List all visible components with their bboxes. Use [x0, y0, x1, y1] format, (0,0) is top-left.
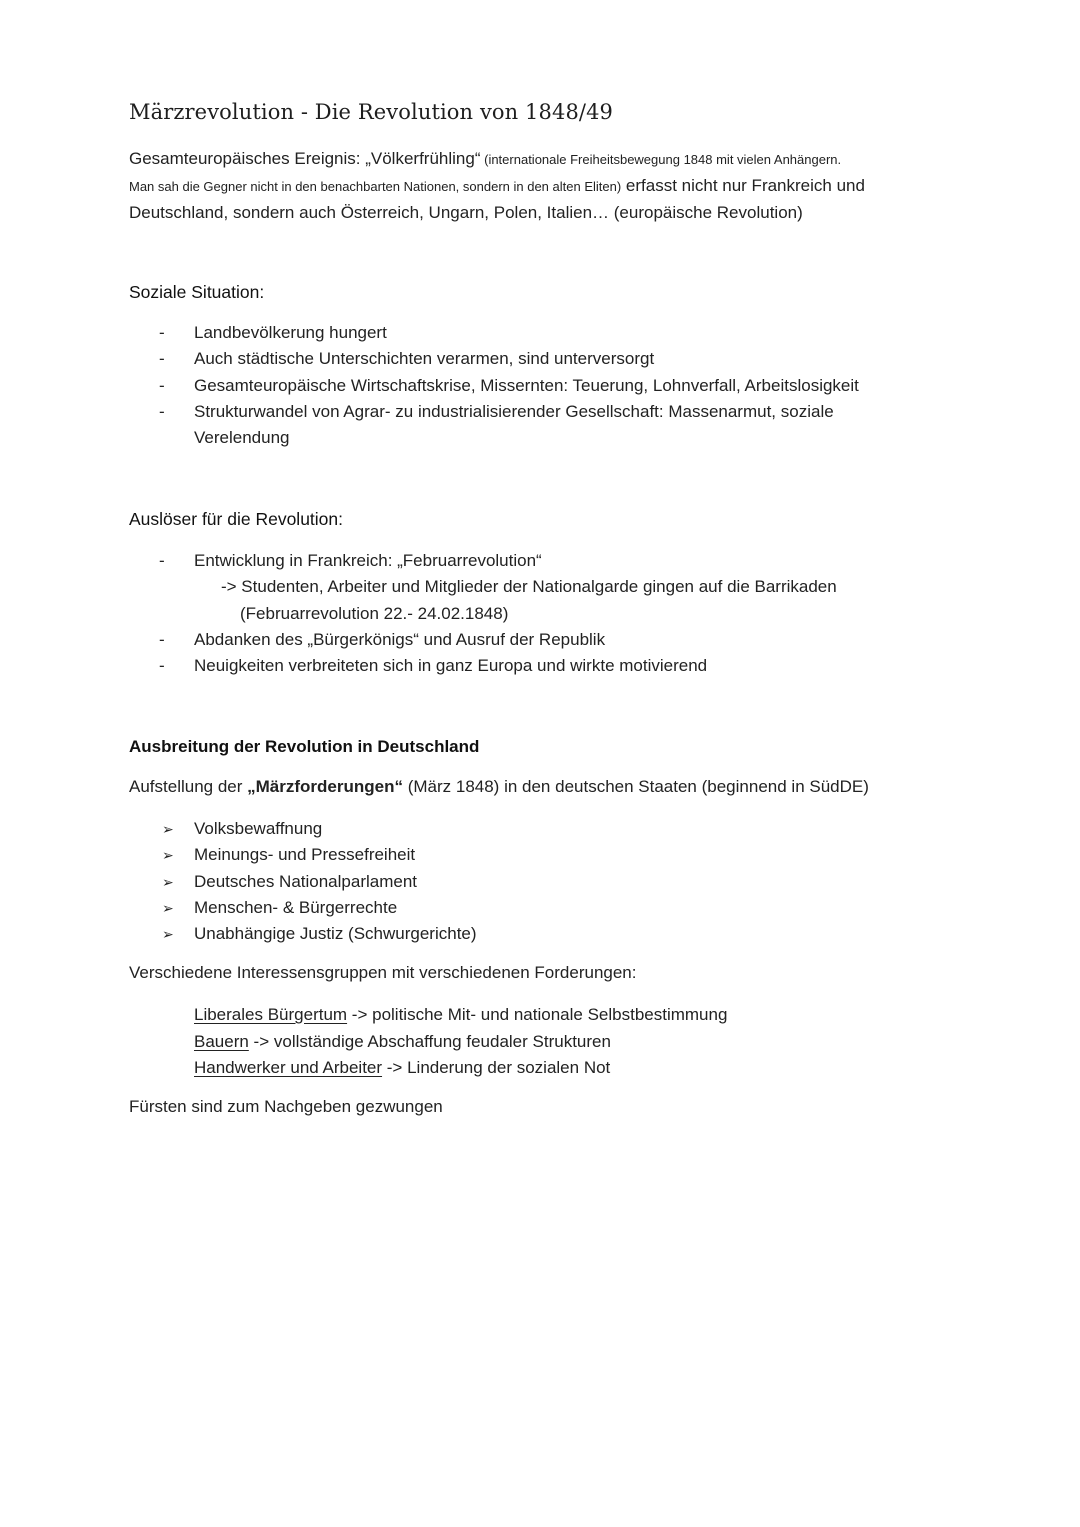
group-name: Liberales Bürgertum	[194, 1005, 348, 1024]
document-title: Märzrevolution - Die Revolution von 1848/49	[129, 100, 613, 124]
paragraph-text: Aufstellung der	[129, 777, 248, 796]
section-heading-soziale: Soziale Situation:	[129, 282, 265, 302]
group-demand: -> Linderung der sozialen Not	[382, 1058, 611, 1077]
arrow-bullet-icon: ➢	[162, 873, 174, 890]
group-name: Handwerker und Arbeiter	[194, 1058, 383, 1077]
list-item	[129, 627, 914, 653]
list-item-continuation: Verelendung	[194, 428, 290, 448]
list-item	[129, 399, 914, 452]
intro-note-1: (internationale Freiheitsbewegung 1848 mit vielen Anhängern.	[480, 152, 842, 167]
list-item	[129, 921, 914, 947]
dash-marker: -	[159, 401, 165, 421]
arrow-bullet-icon: ➢	[162, 899, 174, 916]
dash-marker: -	[159, 551, 165, 570]
demands-list	[129, 816, 914, 947]
conclusion-text: Fürsten sind zum Nachgeben gezwungen	[129, 1097, 443, 1116]
dash-marker: -	[159, 375, 165, 395]
list-item-text: Unabhängige Justiz (Schwurgerichte)	[194, 924, 477, 944]
list-item-text: Auch städtische Unterschichten verarmen, sind unterversorgt	[194, 349, 655, 369]
group-row	[194, 1055, 727, 1082]
groups-intro: Verschiedene Interessensgruppen mit verschiedenen Forderungen:	[129, 963, 637, 982]
list-item-text: Gesamteuropäische Wirtschaftskrise, Missernten: Teuerung, Lohnverfall, Arbeitslosigkeit	[194, 375, 859, 395]
intro-text-3: Deutschland, sondern auch Österreich, Ungarn, Polen, Italien… (europäische Revolution)	[129, 203, 803, 222]
group-demand: -> vollständige Abschaffung feudaler Strukturen	[248, 1031, 611, 1051]
list-item	[129, 346, 914, 372]
list-item	[129, 869, 914, 895]
list-subitem-continuation: (Februarrevolution 22.- 24.02.1848)	[240, 603, 509, 623]
section-heading-ausbreitung: Ausbreitung der Revolution in Deutschland	[129, 737, 480, 756]
list-item-text: Volksbewaffnung	[194, 819, 323, 838]
list-item-text: Strukturwandel von Agrar- zu industrialisierender Gesellschaft: Massenarmut, soziale	[194, 401, 834, 421]
list-item	[129, 895, 914, 921]
list-item	[129, 653, 914, 679]
section-heading-ausloeser: Auslöser für die Revolution:	[129, 509, 343, 529]
dash-marker: -	[159, 629, 165, 649]
list-item	[129, 373, 914, 399]
list-item-text: Entwicklung in Frankreich: „Februarrevolution“	[194, 551, 542, 570]
interest-groups	[194, 1002, 727, 1082]
intro-paragraph	[129, 146, 969, 226]
arrow-bullet-icon: ➢	[162, 926, 174, 943]
list-item	[129, 548, 914, 627]
arrow-bullet-icon: ➢	[162, 847, 174, 864]
list-item-text: Neuigkeiten verbreiteten sich in ganz Europa und wirkte motivierend	[194, 656, 708, 676]
list-item-text: Landbevölkerung hungert	[194, 323, 387, 342]
list-item	[129, 320, 914, 346]
intro-note-2: Man sah die Gegner nicht in den benachbarten Nationen, sondern in den alten Eliten)	[129, 179, 622, 194]
intro-text-1: Gesamteuropäisches Ereignis: „Völkerfrühling“	[129, 149, 481, 168]
group-row	[194, 1002, 727, 1029]
dash-marker: -	[159, 349, 165, 369]
dash-marker: -	[159, 656, 165, 676]
group-row	[194, 1029, 727, 1056]
intro-text-2: erfasst nicht nur Frankreich und	[621, 176, 865, 195]
dash-marker: -	[159, 323, 165, 342]
paragraph-text: (März 1848) in den deutschen Staaten (beginnend in SüdDE)	[402, 777, 869, 796]
list-item	[129, 842, 914, 868]
arrow-bullet-icon: ➢	[162, 821, 174, 837]
group-demand: -> politische Mit- und nationale Selbstbestimmung	[347, 1005, 728, 1024]
paragraph-bold-term: „Märzforderungen“	[247, 777, 403, 796]
list-item-text: Abdanken des „Bürgerkönigs“ und Ausruf der Republik	[194, 629, 606, 649]
ausloeser-list	[129, 548, 914, 679]
group-name: Bauern	[194, 1031, 249, 1051]
list-item-text: Deutsches Nationalparlament	[194, 871, 418, 891]
list-subitem: -> Studenten, Arbeiter und Mitglieder der Nationalgarde gingen auf die Barrikaden	[221, 577, 837, 597]
list-item-text: Menschen- & Bürgerrechte	[194, 897, 398, 917]
list-item-text: Meinungs- und Pressefreiheit	[194, 845, 416, 865]
list-item	[129, 816, 914, 842]
soziale-list	[129, 320, 914, 451]
maerzforderungen-paragraph	[129, 777, 869, 797]
